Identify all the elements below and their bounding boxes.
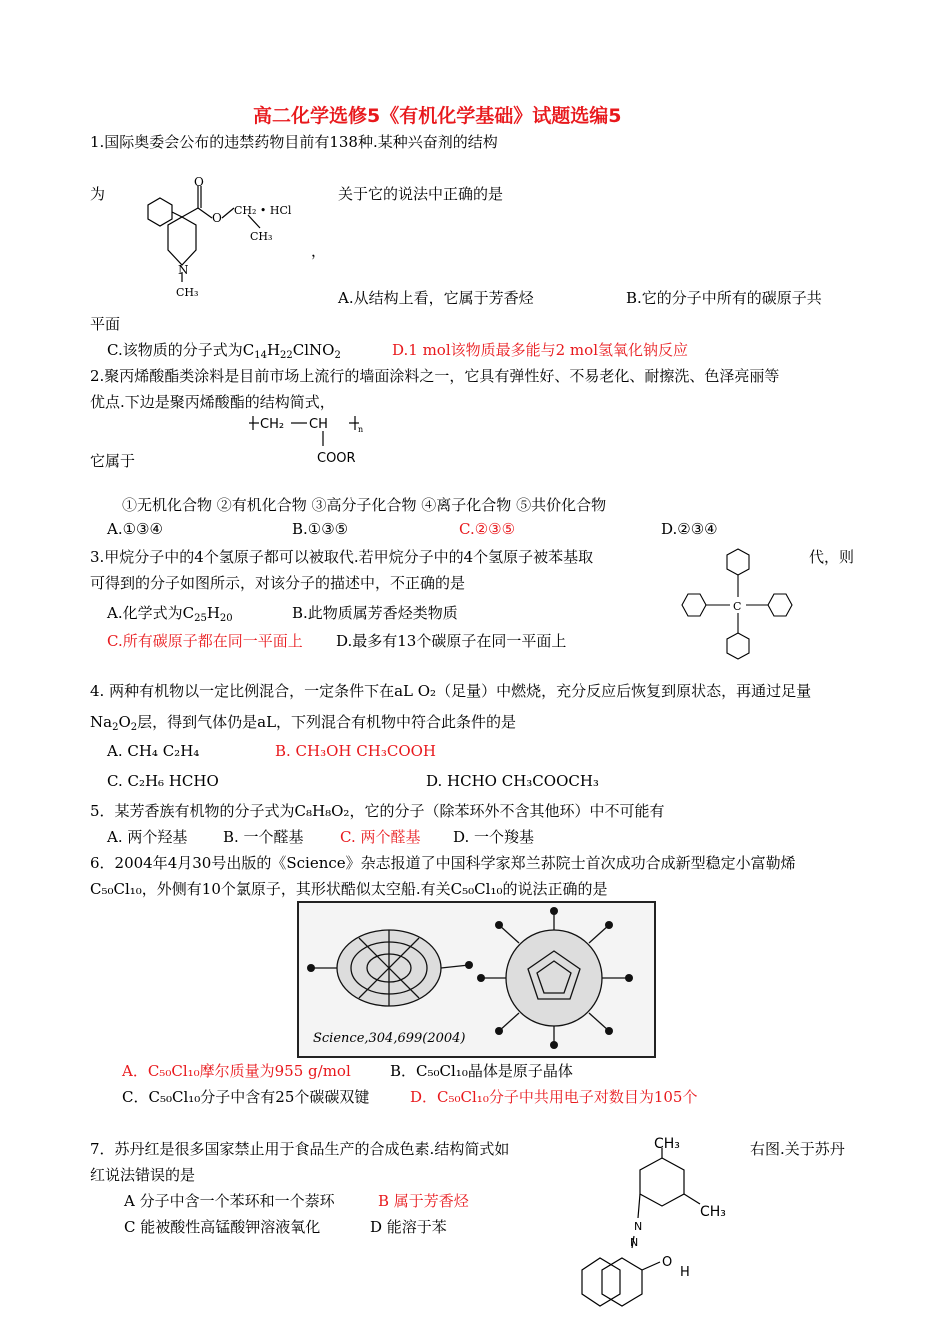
q7-line2: 红说法错误的是 — [90, 1166, 196, 1184]
q1-for: 为 — [90, 185, 106, 203]
q2-option-a: A.①③④ — [107, 520, 163, 538]
q6-option-d: D．C₅₀Cl₁₀分子中共用电子对数目为105个 — [410, 1088, 698, 1106]
q3-option-d: D.最多有13个碳原子在同一平面上 — [336, 632, 567, 650]
q1-nch3: CH₃ — [176, 286, 199, 299]
q2-line2: 优点.下边是聚丙烯酸酯的结构简式， — [90, 393, 335, 411]
q2-ch2: CH₂ — [260, 417, 285, 432]
q1-option-b-cont: 平面 — [90, 315, 121, 333]
q6-line2: C₅₀Cl₁₀，外侧有10个氯原子，其形状酷似太空船.有关C₅₀Cl₁₀的说法正确的是 — [90, 880, 608, 898]
q3-structure — [672, 545, 802, 667]
q7-h: H — [680, 1265, 690, 1280]
q5-option-d: D. 一个羧基 — [453, 828, 535, 846]
q6-option-a: A．C₅₀Cl₁₀摩尔质量为955 g/mol — [122, 1062, 351, 1080]
q1-about: 关于它的说法中正确的是 — [338, 185, 504, 203]
q3-option-a: A.化学式为$C_{25}H_{20}$ — [107, 604, 233, 624]
q1-comma: ， — [311, 242, 327, 260]
q7-ch3-top: CH₃ — [654, 1136, 680, 1152]
q1-n: N — [178, 263, 189, 277]
q1-stem: 1.国际奥委会公布的违禁药物目前有138种.某种兴奋剂的结构 — [90, 133, 498, 151]
q7-option-b: B 属于芳香烃 — [378, 1192, 469, 1210]
q7-option-a: A 分子中含一个苯环和一个萘环 — [124, 1192, 335, 1210]
q3-line1a: 3.甲烷分子中的4个氢原子都可以被取代.若甲烷分子中的4个氢原子被苯基取 — [90, 548, 594, 566]
q7-o: O — [662, 1255, 673, 1270]
q6-option-c: C．C₅₀Cl₁₀分子中含有25个碳碳双键 — [122, 1088, 370, 1106]
q2-coor: COOR — [317, 451, 356, 466]
q3-center-c: C — [733, 600, 742, 613]
q1-o-top: O — [194, 175, 204, 189]
q1-ch2hcl: CH₂ • HCl — [234, 204, 292, 217]
q1-structure — [138, 170, 328, 305]
q7-n2: N — [630, 1236, 639, 1249]
q2-items: ①无机化合物 ②有机化合物 ③高分子化合物 ④离子化合物 ⑤共价化合物 — [122, 496, 607, 514]
q6-figure-caption: Science,304,699(2004) — [313, 1031, 466, 1046]
q2-belongs: 它属于 — [90, 452, 136, 470]
q6-option-b: B．C₅₀Cl₁₀晶体是原子晶体 — [390, 1062, 573, 1080]
q5-line1: 5．某芳香族有机物的分子式为C₈H₈O₂，它的分子（除苯环外不含其他环）中不可能有 — [90, 802, 665, 820]
q4-line1: 4. 两种有机物以一定比例混合，一定条件下在aL O₂（足量）中燃烧，充分反应后恢复到原状态，再通过足量 — [90, 682, 812, 700]
q6-figure — [297, 901, 656, 1058]
q1-ch3: CH₃ — [250, 230, 273, 243]
q5-option-a: A. 两个羟基 — [107, 828, 188, 846]
q2-option-b: B.①③⑤ — [292, 520, 349, 538]
q7-ch3-side: CH₃ — [700, 1204, 726, 1220]
q4-option-a: A. CH₄ C₂H₄ — [107, 742, 200, 760]
q3-line1b: 代，则 — [809, 548, 855, 566]
q2-n: n — [358, 425, 364, 434]
q3-option-b: B.此物质属芳香烃类物质 — [292, 604, 458, 622]
q4-line2: $Na_2O_2$层，得到气体仍是aL，下列混合有机物中符合此条件的是 — [90, 713, 517, 733]
q2-ch: CH — [309, 417, 328, 432]
q2-option-c: C.②③⑤ — [459, 520, 516, 538]
q3-option-c: C.所有碳原子都在同一平面上 — [107, 632, 303, 650]
q7-structure — [572, 1130, 752, 1330]
q1-option-c: C.该物质的分子式为$C_{14}H_{22}ClNO_2$ — [107, 341, 341, 361]
q6-line1: 6．2004年4月30号出版的《Science》杂志报道了中国科学家郑兰荪院士首次成功合成新型稳定小富勒烯 — [90, 854, 796, 872]
q2-structure — [245, 410, 375, 470]
q1-o: O — [212, 211, 222, 225]
page-title: 高二化学选修5《有机化学基础》试题选编5 — [253, 105, 622, 127]
q5-option-b: B. 一个醛基 — [223, 828, 304, 846]
q4-option-c: C. C₂H₆ HCHO — [107, 772, 219, 790]
q2-line1: 2.聚丙烯酸酯类涂料是目前市场上流行的墙面涂料之一，它具有弹性好、不易老化、耐擦洗、色泽亮丽等 — [90, 367, 780, 385]
q7-n1: N — [634, 1220, 643, 1233]
q3-line2: 可得到的分子如图所示，对该分子的描述中，不正确的是 — [90, 574, 466, 592]
q4-option-d: D. HCHO CH₃COOCH₃ — [426, 772, 599, 790]
q7-line1b: 右图.关于苏丹 — [750, 1140, 845, 1158]
q4-option-b: B. CH₃OH CH₃COOH — [275, 742, 437, 760]
q2-option-d: D.②③④ — [661, 520, 718, 538]
q5-option-c: C. 两个醛基 — [340, 828, 421, 846]
q1-option-b: B.它的分子中所有的碳原子共 — [626, 289, 822, 307]
q7-line1a: 7．苏丹红是很多国家禁止用于食品生产的合成色素.结构简式如 — [90, 1140, 510, 1158]
q7-option-d: D 能溶于苯 — [370, 1218, 447, 1236]
q7-option-c: C 能被酸性高锰酸钾溶液氧化 — [124, 1218, 321, 1236]
q1-option-a: A.从结构上看，它属于芳香烃 — [338, 289, 534, 307]
q1-option-d: D.1 mol该物质最多能与2 mol氢氧化钠反应 — [392, 341, 688, 359]
